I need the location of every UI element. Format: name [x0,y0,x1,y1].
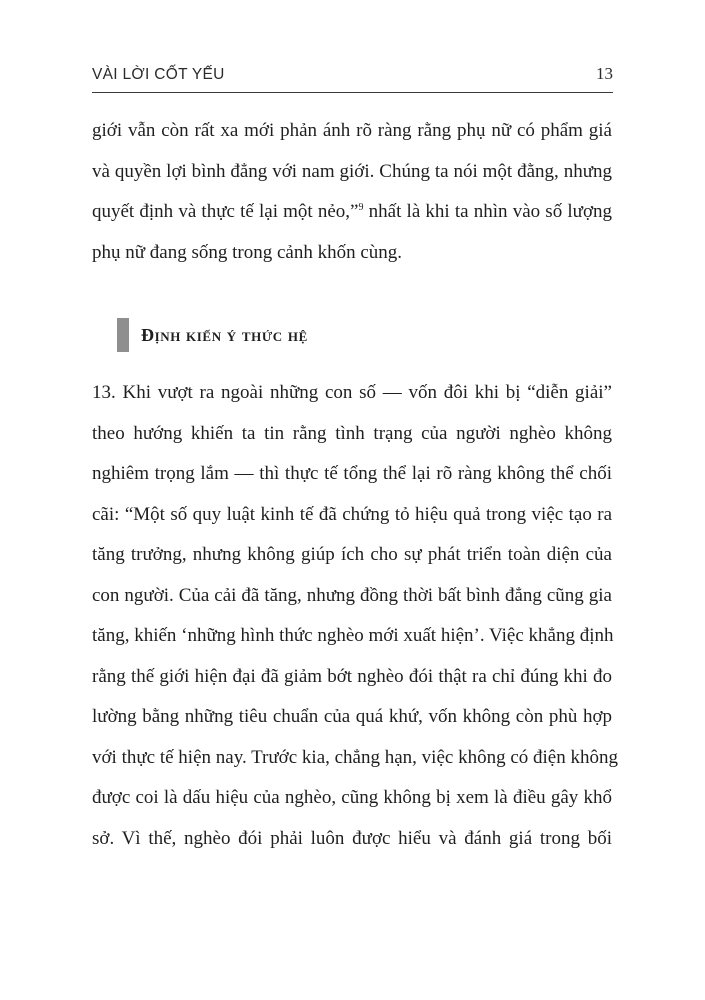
text-line: và quyền lợi bình đẳng với nam giới. Chúng ta nói một đằng, nhưng [92,160,612,182]
text-line: với thực tế hiện nay. Trước kia, chẳng hạn, việc không có điện không [92,746,618,768]
chapter-title: VÀI LỜI CỐT YẾU [92,66,225,83]
text-segment: nhất là khi ta nhìn vào số lượng [363,201,612,222]
text-line: rằng thế giới hiện đại đã giảm bớt nghèo đói thật ra chỉ đúng khi đo [92,665,612,687]
text-line: cãi: “Một số quy luật kinh tế đã chứng tỏ hiệu quả trong việc tạo ra [92,503,612,525]
text-line: nghiêm trọng lắm — thì thực tế tổng thể lại rõ ràng không thể chối [92,463,612,484]
heading-marker-bar [117,318,129,352]
intro-paragraph [92,111,612,273]
section-heading [117,318,308,352]
text-line: sở. Vì thế, nghèo đói phải luôn được hiểu và đánh giá trong bối [92,827,612,849]
footnote-reference: 9 [358,202,364,213]
text-line: 13. Khi vượt ra ngoài những con số — vốn đôi khi bị “diễn giải” [92,382,612,403]
text-line: được coi là dấu hiệu của nghèo, cũng không bị xem là điều gây khổ [92,787,612,808]
text-line: phụ nữ đang sống trong cảnh khốn cùng. [92,241,403,263]
text-line: con người. Của cải đã tăng, nhưng đồng thời bất bình đẳng cũng gia [92,584,612,606]
running-header [92,66,613,93]
text-line: theo hướng khiến ta tin rằng tình trạng của người nghèo không [92,422,612,444]
text-segment: quyết định và thực tế lại một nẻo,” [92,201,359,222]
text-line [92,192,612,233]
page-number: 13 [596,64,613,83]
section-heading-text: Định kiến ý thức hệ [141,324,308,345]
text-line: tăng trưởng, nhưng không giúp ích cho sự phát triển toàn diện của [92,544,612,565]
text-line: giới vẫn còn rất xa mới phản ánh rõ ràng rằng phụ nữ có phẩm giá [92,120,612,141]
text-line: lường bằng những tiêu chuẩn của quá khứ, vốn không còn phù hợp [92,706,612,727]
text-line: tăng, khiến ‘những hình thức nghèo mới xuất hiện’. Việc khẳng định [92,625,614,646]
paragraph-13 [92,373,618,859]
